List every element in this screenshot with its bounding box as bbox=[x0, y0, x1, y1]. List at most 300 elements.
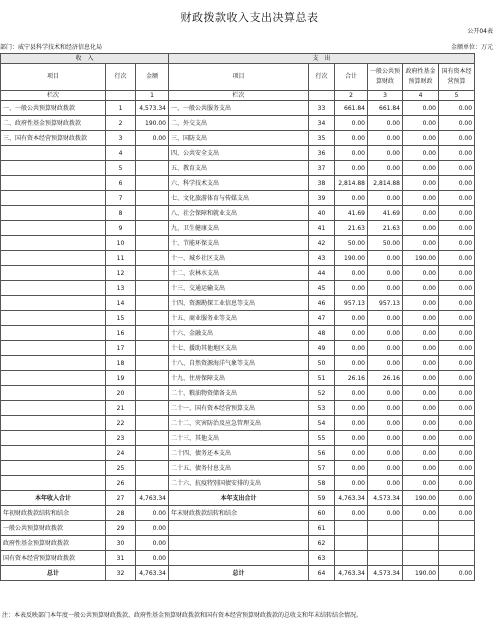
income-seq: 11 bbox=[106, 251, 136, 266]
state-capital-amount: 0.00 bbox=[439, 341, 475, 356]
expense-item: 二十六、抗疫特别国债安排的支出 bbox=[169, 476, 309, 491]
income-section-header: 收 入 bbox=[1, 54, 169, 64]
general-budget-amount: 0.00 bbox=[368, 131, 403, 146]
table-row bbox=[1, 476, 475, 491]
income-seq: 31 bbox=[106, 551, 136, 566]
expense-seq: 41 bbox=[309, 221, 335, 236]
general-budget-amount: 0.00 bbox=[368, 191, 403, 206]
expense-seq: 37 bbox=[309, 161, 335, 176]
total-amount: 26.16 bbox=[335, 371, 368, 386]
income-item-header: 项目 bbox=[1, 64, 106, 91]
total-amount: 0.00 bbox=[335, 146, 368, 161]
income-amount: 0.00 bbox=[136, 131, 169, 146]
income-item bbox=[1, 161, 106, 176]
fund-budget-amount: 0.00 bbox=[403, 131, 439, 146]
total-amount: 0.00 bbox=[335, 386, 368, 401]
expense-item-header: 项目 bbox=[169, 64, 309, 91]
income-item bbox=[1, 401, 106, 416]
income-item: 二、政府性基金预算财政拨款 bbox=[1, 116, 106, 131]
table-row bbox=[1, 161, 475, 176]
fund-budget-header: 政府性基金预算财政 bbox=[403, 64, 439, 91]
state-capital-amount bbox=[439, 551, 475, 566]
fund-budget-amount: 0.00 bbox=[403, 371, 439, 386]
expense-seq: 45 bbox=[309, 281, 335, 296]
expense-seq-blank bbox=[309, 91, 335, 101]
expense-item bbox=[169, 521, 309, 536]
income-amount: 0.00 bbox=[136, 551, 169, 566]
expense-col-label: 栏次 bbox=[169, 91, 309, 101]
general-budget-amount: 0.00 bbox=[368, 431, 403, 446]
table-row bbox=[1, 266, 475, 281]
state-capital-amount: 0.00 bbox=[439, 146, 475, 161]
table-row bbox=[1, 251, 475, 266]
income-item bbox=[1, 266, 106, 281]
income-seq: 6 bbox=[106, 176, 136, 191]
state-capital-amount: 0.00 bbox=[439, 566, 475, 581]
expense-seq: 64 bbox=[309, 566, 335, 581]
expense-item: 十一、城乡社区支出 bbox=[169, 251, 309, 266]
expense-item: 十九、住房保障支出 bbox=[169, 371, 309, 386]
fund-budget-amount: 0.00 bbox=[403, 461, 439, 476]
fund-budget-amount: 0.00 bbox=[403, 206, 439, 221]
expense-item bbox=[169, 536, 309, 551]
income-item: 一、一般公共预算财政拨款 bbox=[1, 101, 106, 116]
income-item: 总计 bbox=[1, 566, 106, 581]
state-capital-amount: 0.00 bbox=[439, 161, 475, 176]
table-row bbox=[1, 326, 475, 341]
expense-seq: 38 bbox=[309, 176, 335, 191]
state-capital-amount: 0.00 bbox=[439, 221, 475, 236]
total-amount: 0.00 bbox=[335, 431, 368, 446]
state-capital-amount: 0.00 bbox=[439, 431, 475, 446]
expense-seq: 39 bbox=[309, 191, 335, 206]
fund-budget-amount: 0.00 bbox=[403, 176, 439, 191]
income-seq: 5 bbox=[106, 161, 136, 176]
income-amount bbox=[136, 206, 169, 221]
income-item: 年初财政拨款结转和结余 bbox=[1, 506, 106, 521]
income-amount bbox=[136, 371, 169, 386]
general-budget-amount: 26.16 bbox=[368, 371, 403, 386]
expense-seq: 47 bbox=[309, 311, 335, 326]
expense-item: 年末财政拨款结转和结余 bbox=[169, 506, 309, 521]
table-row bbox=[1, 146, 475, 161]
state-capital-amount: 0.00 bbox=[439, 326, 475, 341]
total-amount: 41.69 bbox=[335, 206, 368, 221]
income-seq: 12 bbox=[106, 266, 136, 281]
income-item bbox=[1, 386, 106, 401]
state-capital-amount: 0.00 bbox=[439, 176, 475, 191]
fund-budget-amount: 190.00 bbox=[403, 566, 439, 581]
expense-seq: 53 bbox=[309, 401, 335, 416]
total-amount: 4,763.34 bbox=[335, 566, 368, 581]
income-amount bbox=[136, 146, 169, 161]
expense-item: 十五、商业服务业等支出 bbox=[169, 311, 309, 326]
column-header-row bbox=[1, 64, 475, 91]
table-row bbox=[1, 101, 475, 116]
general-budget-amount: 4,573.34 bbox=[368, 491, 403, 506]
expense-item: 二十三、其他支出 bbox=[169, 431, 309, 446]
income-amount bbox=[136, 476, 169, 491]
income-seq: 17 bbox=[106, 341, 136, 356]
total-amount: 0.00 bbox=[335, 341, 368, 356]
expense-item: 五、教育支出 bbox=[169, 161, 309, 176]
expense-item: 二十二、灾害防治及应急管理支出 bbox=[169, 416, 309, 431]
col-num-2: 2 bbox=[335, 91, 368, 101]
income-seq: 13 bbox=[106, 281, 136, 296]
total-amount: 0.00 bbox=[335, 161, 368, 176]
expense-seq: 42 bbox=[309, 236, 335, 251]
fund-budget-amount: 0.00 bbox=[403, 281, 439, 296]
income-item: 政府性基金预算财政拨款 bbox=[1, 536, 106, 551]
total-amount: 0.00 bbox=[335, 326, 368, 341]
general-budget-amount: 0.00 bbox=[368, 416, 403, 431]
income-seq: 28 bbox=[106, 506, 136, 521]
income-item bbox=[1, 221, 106, 236]
fund-budget-amount: 0.00 bbox=[403, 116, 439, 131]
income-seq: 8 bbox=[106, 206, 136, 221]
general-budget-amount: 661.84 bbox=[368, 101, 403, 116]
expense-seq: 63 bbox=[309, 551, 335, 566]
income-amount bbox=[136, 266, 169, 281]
expense-item bbox=[169, 551, 309, 566]
grand-total-row bbox=[1, 566, 475, 581]
expense-item: 四、公共安全支出 bbox=[169, 146, 309, 161]
state-capital-amount: 0.00 bbox=[439, 416, 475, 431]
general-budget-amount: 50.00 bbox=[368, 236, 403, 251]
fund-budget-amount: 0.00 bbox=[403, 401, 439, 416]
income-item bbox=[1, 446, 106, 461]
total-amount: 21.63 bbox=[335, 221, 368, 236]
expense-item: 八、社会保障和就业支出 bbox=[169, 206, 309, 221]
expense-section-header: 支 出 bbox=[169, 54, 475, 64]
income-amount: 190.00 bbox=[136, 116, 169, 131]
expense-seq: 35 bbox=[309, 131, 335, 146]
income-seq: 2 bbox=[106, 116, 136, 131]
income-amount bbox=[136, 386, 169, 401]
expense-seq: 52 bbox=[309, 386, 335, 401]
income-amount bbox=[136, 161, 169, 176]
income-amount: 0.00 bbox=[136, 506, 169, 521]
income-item bbox=[1, 326, 106, 341]
expense-item: 七、文化旅游体育与传媒支出 bbox=[169, 191, 309, 206]
expense-seq: 61 bbox=[309, 521, 335, 536]
state-capital-amount: 0.00 bbox=[439, 281, 475, 296]
expense-item: 二十、粮油物资储备支出 bbox=[169, 386, 309, 401]
general-budget-amount: 0.00 bbox=[368, 506, 403, 521]
fund-budget-amount: 0.00 bbox=[403, 386, 439, 401]
expense-seq: 33 bbox=[309, 101, 335, 116]
expense-seq: 48 bbox=[309, 326, 335, 341]
income-item bbox=[1, 371, 106, 386]
expense-seq-header: 行次 bbox=[309, 64, 335, 91]
expense-item: 十三、交通运输支出 bbox=[169, 281, 309, 296]
general-budget-amount: 0.00 bbox=[368, 146, 403, 161]
income-amount bbox=[136, 356, 169, 371]
expense-seq: 43 bbox=[309, 251, 335, 266]
total-amount: 0.00 bbox=[335, 461, 368, 476]
general-budget-amount: 0.00 bbox=[368, 326, 403, 341]
table-row bbox=[1, 416, 475, 431]
table-row bbox=[1, 176, 475, 191]
state-capital-amount: 0.00 bbox=[439, 116, 475, 131]
fund-budget-amount: 0.00 bbox=[403, 476, 439, 491]
expense-item: 本年支出合计 bbox=[169, 491, 309, 506]
general-budget-amount: 0.00 bbox=[368, 356, 403, 371]
income-seq: 16 bbox=[106, 326, 136, 341]
general-budget-amount: 0.00 bbox=[368, 446, 403, 461]
expense-item: 十、节能环保支出 bbox=[169, 236, 309, 251]
income-amount bbox=[136, 446, 169, 461]
expense-seq: 58 bbox=[309, 476, 335, 491]
table-row bbox=[1, 371, 475, 386]
table-row bbox=[1, 116, 475, 131]
general-budget-amount: 41.69 bbox=[368, 206, 403, 221]
income-seq: 32 bbox=[106, 566, 136, 581]
general-budget-amount: 2,814.88 bbox=[368, 176, 403, 191]
expense-item: 二十一、国有资本经营预算支出 bbox=[169, 401, 309, 416]
expense-item: 二十四、债务还本支出 bbox=[169, 446, 309, 461]
state-capital-header: 国有资本经营预算 bbox=[439, 64, 475, 91]
col-num-4: 4 bbox=[403, 91, 439, 101]
income-amount bbox=[136, 311, 169, 326]
income-seq: 19 bbox=[106, 371, 136, 386]
expense-item: 二十五、债务付息支出 bbox=[169, 461, 309, 476]
total-amount: 4,763.34 bbox=[335, 491, 368, 506]
general-budget-amount: 0.00 bbox=[368, 386, 403, 401]
income-seq: 24 bbox=[106, 446, 136, 461]
expense-item: 十八、自然资源海洋气象等支出 bbox=[169, 356, 309, 371]
income-seq: 30 bbox=[106, 536, 136, 551]
table-row bbox=[1, 461, 475, 476]
col-num-3: 3 bbox=[368, 91, 403, 101]
general-budget-amount: 0.00 bbox=[368, 311, 403, 326]
income-amount bbox=[136, 401, 169, 416]
expense-seq: 59 bbox=[309, 491, 335, 506]
expense-seq: 46 bbox=[309, 296, 335, 311]
fund-budget-amount: 0.00 bbox=[403, 191, 439, 206]
state-capital-amount: 0.00 bbox=[439, 101, 475, 116]
income-amount bbox=[136, 251, 169, 266]
total-amount: 0.00 bbox=[335, 191, 368, 206]
income-seq: 15 bbox=[106, 311, 136, 326]
state-capital-amount: 0.00 bbox=[439, 266, 475, 281]
table-number: 公开04表 bbox=[467, 28, 493, 35]
general-budget-amount: 0.00 bbox=[368, 281, 403, 296]
fund-budget-amount bbox=[403, 536, 439, 551]
fund-budget-amount: 0.00 bbox=[403, 146, 439, 161]
total-amount bbox=[335, 536, 368, 551]
state-capital-amount: 0.00 bbox=[439, 191, 475, 206]
fund-budget-amount: 0.00 bbox=[403, 161, 439, 176]
table-row bbox=[1, 401, 475, 416]
income-item bbox=[1, 176, 106, 191]
income-item bbox=[1, 296, 106, 311]
income-col-label: 栏次 bbox=[1, 91, 106, 101]
report-title: 财政拨款收入支出决算总表 bbox=[180, 11, 319, 24]
income-amount: 0.00 bbox=[136, 521, 169, 536]
income-amount: 4,573.34 bbox=[136, 101, 169, 116]
income-seq: 3 bbox=[106, 131, 136, 146]
total-header: 合计 bbox=[335, 64, 368, 91]
footnote: 注：本表反映部门本年度一般公共预算财政拨款、政府性基金预算财政拨款和国有资本经营预算财政拨款的总收支和年末结转结余情况。 bbox=[2, 612, 363, 619]
income-amount bbox=[136, 431, 169, 446]
fund-budget-amount: 190.00 bbox=[403, 491, 439, 506]
general-budget-amount: 0.00 bbox=[368, 251, 403, 266]
income-item bbox=[1, 416, 106, 431]
income-amount bbox=[136, 326, 169, 341]
income-item bbox=[1, 476, 106, 491]
expense-seq: 49 bbox=[309, 341, 335, 356]
col-num-5: 5 bbox=[439, 91, 475, 101]
income-amount bbox=[136, 191, 169, 206]
general-budget-amount bbox=[368, 521, 403, 536]
income-seq: 25 bbox=[106, 461, 136, 476]
expense-seq: 55 bbox=[309, 431, 335, 446]
total-amount: 0.00 bbox=[335, 446, 368, 461]
general-budget-amount: 0.00 bbox=[368, 461, 403, 476]
state-capital-amount: 0.00 bbox=[439, 131, 475, 146]
income-item: 一般公共预算财政拨款 bbox=[1, 521, 106, 536]
state-capital-amount: 0.00 bbox=[439, 251, 475, 266]
total-amount: 2,814.88 bbox=[335, 176, 368, 191]
fund-budget-amount: 0.00 bbox=[403, 101, 439, 116]
total-amount: 0.00 bbox=[335, 506, 368, 521]
income-seq: 1 bbox=[106, 101, 136, 116]
income-seq: 20 bbox=[106, 386, 136, 401]
general-budget-amount: 0.00 bbox=[368, 341, 403, 356]
section-header-row bbox=[1, 54, 475, 64]
state-capital-amount: 0.00 bbox=[439, 401, 475, 416]
fund-budget-amount bbox=[403, 521, 439, 536]
income-item bbox=[1, 356, 106, 371]
income-seq-blank bbox=[106, 91, 136, 101]
income-seq: 4 bbox=[106, 146, 136, 161]
income-seq: 26 bbox=[106, 476, 136, 491]
income-seq: 23 bbox=[106, 431, 136, 446]
income-item bbox=[1, 146, 106, 161]
table-row bbox=[1, 296, 475, 311]
total-amount: 0.00 bbox=[335, 476, 368, 491]
expense-item: 一、一般公共服务支出 bbox=[169, 101, 309, 116]
income-seq: 22 bbox=[106, 416, 136, 431]
income-item: 国有资本经营预算财政拨款 bbox=[1, 551, 106, 566]
income-amount bbox=[136, 296, 169, 311]
fund-budget-amount: 0.00 bbox=[403, 236, 439, 251]
general-budget-amount: 957.13 bbox=[368, 296, 403, 311]
state-capital-amount: 0.00 bbox=[439, 311, 475, 326]
expense-item: 总计 bbox=[169, 566, 309, 581]
expense-seq: 62 bbox=[309, 536, 335, 551]
general-budget-amount: 4,573.34 bbox=[368, 566, 403, 581]
expense-seq: 44 bbox=[309, 266, 335, 281]
fund-budget-amount: 0.00 bbox=[403, 431, 439, 446]
expense-seq: 60 bbox=[309, 506, 335, 521]
general-budget-amount: 21.63 bbox=[368, 221, 403, 236]
general-budget-amount: 0.00 bbox=[368, 476, 403, 491]
total-amount: 957.13 bbox=[335, 296, 368, 311]
income-seq: 18 bbox=[106, 356, 136, 371]
general-budget-amount: 0.00 bbox=[368, 161, 403, 176]
income-seq: 10 bbox=[106, 236, 136, 251]
expense-item: 二、外交支出 bbox=[169, 116, 309, 131]
income-item bbox=[1, 191, 106, 206]
general-budget-amount bbox=[368, 536, 403, 551]
fund-budget-amount: 190.00 bbox=[403, 251, 439, 266]
general-budget-header: 一般公共预算财政 bbox=[368, 64, 403, 91]
col-num-1: 1 bbox=[136, 91, 169, 101]
fund-budget-amount: 0.00 bbox=[403, 356, 439, 371]
expense-seq: 51 bbox=[309, 371, 335, 386]
total-amount: 0.00 bbox=[335, 131, 368, 146]
table-row bbox=[1, 431, 475, 446]
total-amount: 190.00 bbox=[335, 251, 368, 266]
fund-budget-amount: 0.00 bbox=[403, 311, 439, 326]
total-amount bbox=[335, 551, 368, 566]
state-capital-amount: 0.00 bbox=[439, 476, 475, 491]
total-amount: 0.00 bbox=[335, 311, 368, 326]
general-budget-amount: 0.00 bbox=[368, 116, 403, 131]
income-seq: 7 bbox=[106, 191, 136, 206]
income-amount bbox=[136, 236, 169, 251]
expense-seq: 57 bbox=[309, 461, 335, 476]
table-row bbox=[1, 311, 475, 326]
fund-budget-amount: 0.00 bbox=[403, 416, 439, 431]
table-row bbox=[1, 521, 475, 536]
table-row bbox=[1, 131, 475, 146]
expense-item: 十六、金融支出 bbox=[169, 326, 309, 341]
income-amount bbox=[136, 416, 169, 431]
state-capital-amount bbox=[439, 521, 475, 536]
fund-budget-amount: 0.00 bbox=[403, 296, 439, 311]
income-item bbox=[1, 251, 106, 266]
general-budget-amount bbox=[368, 551, 403, 566]
income-item bbox=[1, 311, 106, 326]
table-row bbox=[1, 281, 475, 296]
income-item bbox=[1, 431, 106, 446]
income-amount bbox=[136, 341, 169, 356]
expense-seq: 36 bbox=[309, 146, 335, 161]
fund-budget-amount: 0.00 bbox=[403, 341, 439, 356]
total-amount: 0.00 bbox=[335, 266, 368, 281]
state-capital-amount: 0.00 bbox=[439, 371, 475, 386]
table-row bbox=[1, 236, 475, 251]
state-capital-amount: 0.00 bbox=[439, 356, 475, 371]
total-amount: 0.00 bbox=[335, 356, 368, 371]
income-seq: 21 bbox=[106, 401, 136, 416]
annual-total-row bbox=[1, 491, 475, 506]
income-item bbox=[1, 341, 106, 356]
state-capital-amount: 0.00 bbox=[439, 491, 475, 506]
income-seq: 9 bbox=[106, 221, 136, 236]
income-item: 本年收入合计 bbox=[1, 491, 106, 506]
table-row bbox=[1, 386, 475, 401]
income-item bbox=[1, 461, 106, 476]
state-capital-amount: 0.00 bbox=[439, 506, 475, 521]
income-item bbox=[1, 236, 106, 251]
general-budget-amount: 0.00 bbox=[368, 266, 403, 281]
table-row bbox=[1, 191, 475, 206]
table-row bbox=[1, 221, 475, 236]
table-row bbox=[1, 536, 475, 551]
expense-seq: 40 bbox=[309, 206, 335, 221]
state-capital-amount: 0.00 bbox=[439, 296, 475, 311]
total-amount: 661.84 bbox=[335, 101, 368, 116]
fund-budget-amount: 0.00 bbox=[403, 446, 439, 461]
expense-seq: 56 bbox=[309, 446, 335, 461]
expense-item: 六、科学技术支出 bbox=[169, 176, 309, 191]
expense-item: 十二、农林水支出 bbox=[169, 266, 309, 281]
unit-label: 金额单位：万元 bbox=[450, 44, 493, 51]
